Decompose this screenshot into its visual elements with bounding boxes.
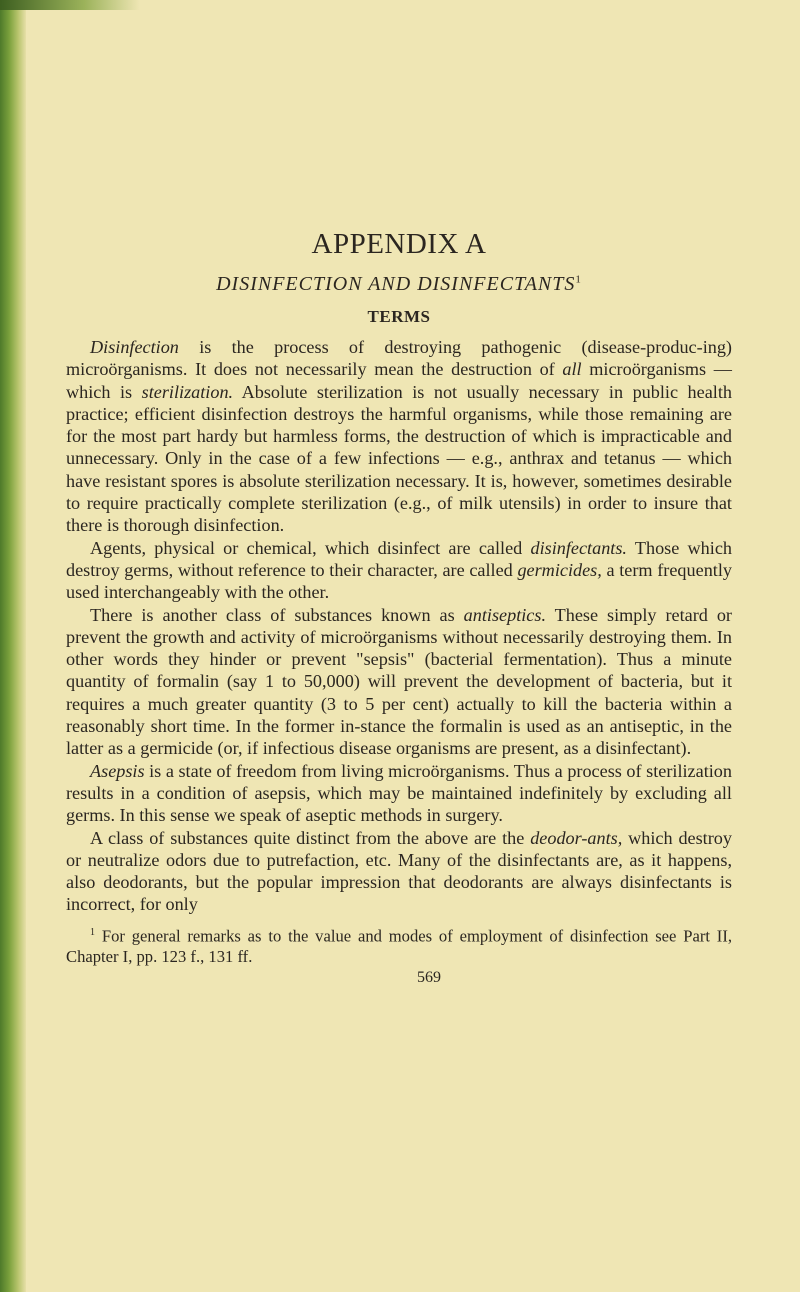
text-run: is a state of freedom from living microörganisms. Thus a process of sterilization results in a condition of asepsis, which may be maintained indefinitely by excluding all germs. In this sense we speak of aseptic methods in surgery.	[66, 760, 732, 826]
paragraph	[66, 537, 732, 604]
text-run: is the process of destroying pathogenic (disease-produc-ing) microörganisms. It does not necessarily mean the destruction of	[66, 337, 732, 380]
subtitle-footnote-marker: 1	[575, 273, 582, 286]
subtitle-text: DISINFECTION AND DISINFECTANTS	[216, 273, 576, 295]
text-run: Those which destroy germs, without reference to their character, are called	[66, 537, 732, 580]
text-run: Agents, physical or chemical, which disinfect are called	[90, 537, 531, 558]
italic-term: deodor-ants,	[530, 827, 623, 848]
text-run: which destroy or neutralize odors due to putrefaction, etc. Many of the disinfectants are, as it happens, also deodorants, but the popular impression that deodorants are always disinfectants is incorrect, for only	[66, 827, 732, 915]
italic-term: all	[562, 359, 582, 380]
italic-term: antiseptics.	[463, 604, 546, 625]
page-number: 569	[417, 969, 441, 987]
italic-term: Disinfection	[90, 337, 179, 357]
page-title: APPENDIX A	[311, 228, 487, 260]
text-run: These simply retard or prevent the growth and activity of microörganisms without necessarily destroying them. In other words they hinder or prevent "sepsis" (bacterial fermentation). Thus a minute quantity of formalin (say 1 to 50,000) will prevent the development of bacteria, but it requires a much greater quantity (3 to 5 per cent) actually to kill the bacteria within a reasonably short time. In the former in-stance the formalin is used as an antiseptic, in the latter as a germicide (or, if infectious disease organisms are present, as a disinfectant).	[66, 604, 732, 759]
italic-term: sterilization.	[141, 381, 234, 402]
paragraph	[66, 336, 732, 537]
text-run: Absolute sterilization is not usually necessary in public health practice; efficient disinfection destroys the harmful organisms, while those remaining are for the most part hardy but harmless forms, the destruction of which is impracticable and unnecessary. Only in the case of a few infections — e.g., anthrax and tetanus — which have resistant spores is absolute sterilization necessary. It is, however, sometimes desirable to require practically complete sterilization (e.g., of milk utensils) in order to insure that there is thorough disinfection.	[66, 381, 732, 536]
book-page	[66, 228, 732, 987]
footnote-marker: 1	[90, 926, 95, 938]
footnote	[66, 922, 732, 968]
page-subtitle	[66, 273, 732, 296]
body-text	[66, 336, 732, 916]
book-binding-edge	[0, 0, 26, 1292]
section-heading: TERMS	[367, 307, 431, 326]
italic-term: disinfectants.	[530, 537, 627, 558]
paragraph	[66, 760, 732, 827]
text-run: a term frequently used interchangeably with the other.	[66, 559, 732, 603]
book-binding-top-edge	[0, 0, 140, 10]
footnote-text: For general remarks as to the value and modes of employment of disinfection see Part II, Chapter I, pp. 123 f., 131 ff.	[66, 926, 732, 967]
text-run: There is another class of substances known as	[90, 604, 464, 625]
paragraph	[66, 827, 732, 916]
paragraph	[66, 604, 732, 760]
text-run: A class of substances quite distinct from the above are the	[90, 827, 531, 848]
text-run: microörganisms — which is	[66, 359, 732, 402]
italic-term: germicides,	[517, 559, 602, 580]
italic-term: Asepsis	[90, 760, 145, 781]
